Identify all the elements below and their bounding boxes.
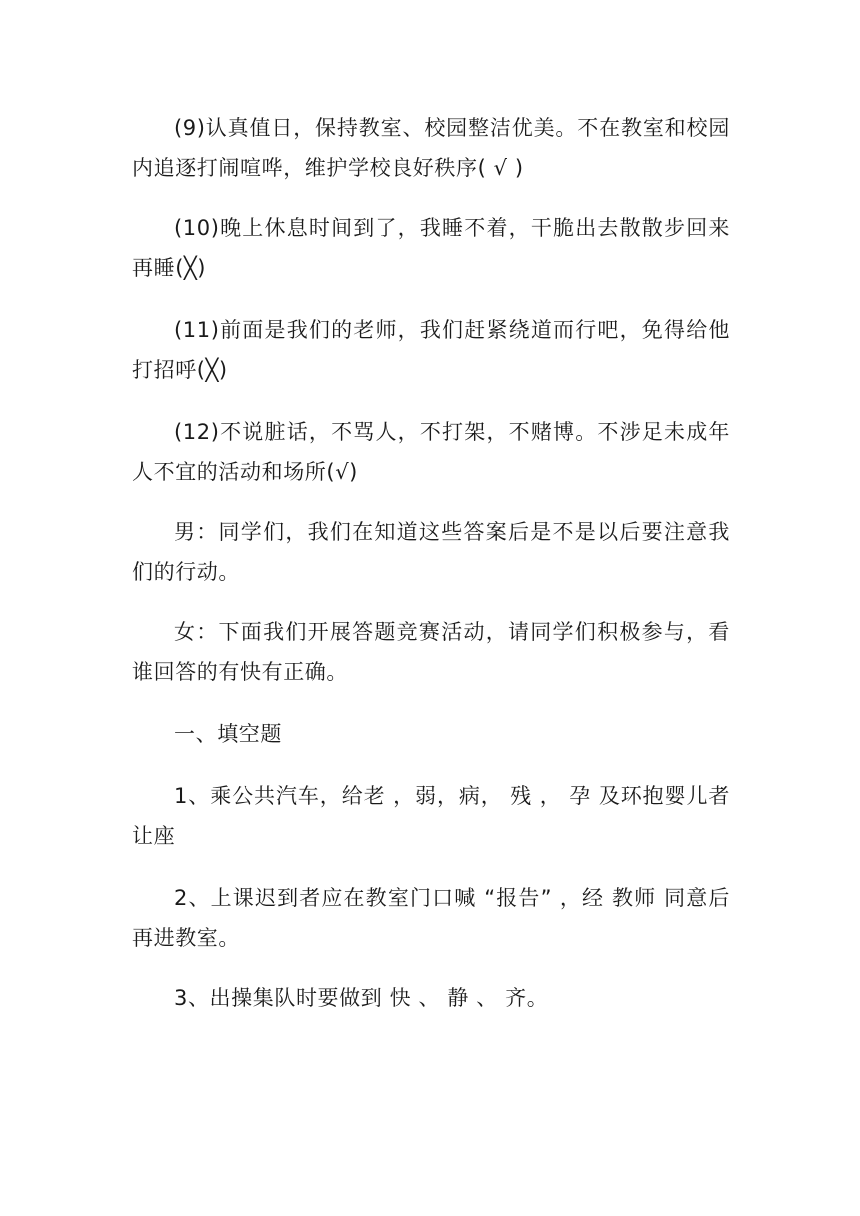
question-2: 2、上课迟到者应在教室门口喊 “报告” ，经 教师 同意后再进教室。 [132, 886, 730, 950]
dialogue-female: 女：下面我们开展答题竞赛活动，请同学们积极参与，看谁回答的有快有正确。 [132, 620, 730, 684]
paragraph-item-11: (11)前面是我们的老师，我们赶紧绕道而行吧，免得给他打招呼(╳) [132, 318, 730, 382]
paragraph-item-12: (12)不说脏话，不骂人，不打架，不赌博。不涉足未成年人不宜的活动和场所(√) [132, 420, 730, 484]
paragraph-item-10: (10)晚上休息时间到了，我睡不着，干脆出去散散步回来再睡(╳) [132, 216, 730, 280]
question-3: 3、出操集队时要做到 快 、 静 、 齐。 [174, 986, 549, 1010]
question-1: 1、乘公共汽车，给老 ，弱，病， 残 ， 孕 及环抱婴儿者让座 [132, 784, 730, 848]
section-heading: 一、填空题 [174, 722, 282, 746]
paragraph-item-9: (9)认真值日，保持教室、校园整洁优美。不在教室和校园内追逐打闹喧哗，维护学校良好秩序( √ ) [132, 116, 730, 180]
dialogue-male: 男：同学们，我们在知道这些答案后是不是以后要注意我们的行动。 [132, 520, 730, 584]
